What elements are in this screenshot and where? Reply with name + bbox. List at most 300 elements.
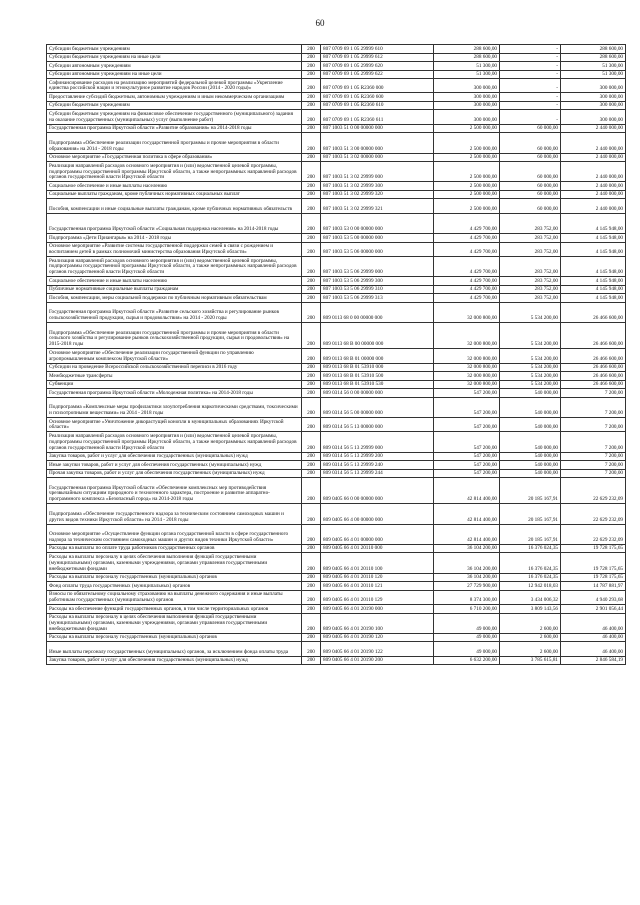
row-executed: 12 942 018,03 bbox=[500, 582, 561, 591]
row-description: Иные выплаты персоналу государственных (муниципальных) органов, за исключением фонда оплаты труда bbox=[47, 642, 302, 656]
row-unexecuted: 26 466 600,00 bbox=[561, 380, 626, 389]
row-executed: 16 376 024,35 bbox=[500, 544, 561, 553]
row-budget-code: 809 0113 68 В 01 53910 530 bbox=[321, 380, 434, 389]
row-budget-code: 807 1003 51 3 02 29999 300 bbox=[321, 182, 434, 191]
row-unexecuted: 22 629 232,09 bbox=[561, 524, 626, 544]
row-unexecuted: 51 300,00 bbox=[561, 70, 626, 79]
row-code: 200 bbox=[302, 213, 321, 233]
budget-table bbox=[46, 44, 626, 665]
table-row bbox=[47, 349, 626, 363]
row-unexecuted: 4 145 948,00 bbox=[561, 277, 626, 286]
table-row bbox=[47, 478, 626, 504]
table-row bbox=[47, 452, 626, 461]
row-unexecuted: 19 728 175,65 bbox=[561, 553, 626, 573]
row-code: 200 bbox=[302, 323, 321, 349]
row-executed: 3 434 006,32 bbox=[500, 590, 561, 604]
row-unexecuted: 7 200,00 bbox=[561, 432, 626, 452]
row-unexecuted: 46 400,00 bbox=[561, 613, 626, 633]
row-description: Основное мероприятие «Осуществление функции органа государственной власти в сфере государственного надзора за техническим состоянием самоходных машин и других видов техники Иркутской области» bbox=[47, 524, 302, 544]
row-approved: 32 000 800,00 bbox=[434, 380, 500, 389]
row-description: Межбюджетные трансферты bbox=[47, 372, 302, 381]
table-row bbox=[47, 524, 626, 544]
row-description: Подпрограмма «Обеспечение реализации государственной программы и прочие мероприятия в области сельского хозяйства и регулирование рынков сельскохозяйственной продукции, сырья и продовольствия» на 2015-2018 годы bbox=[47, 323, 302, 349]
row-unexecuted: 288 600,00 bbox=[561, 45, 626, 54]
row-code: 200 bbox=[302, 504, 321, 524]
table-row bbox=[47, 582, 626, 591]
row-unexecuted: 22 629 232,09 bbox=[561, 504, 626, 524]
row-description: Расходы на выплаты персоналу в целях обеспечения выполнения функций государственными (муниципальными) органами, казенными учреждениями, органами управления государственными внебюджетными фондами bbox=[47, 613, 302, 633]
row-unexecuted: 19 728 175,65 bbox=[561, 544, 626, 553]
row-code: 200 bbox=[302, 70, 321, 79]
row-description: Социальное обеспечение и иные выплаты населению bbox=[47, 277, 302, 286]
row-code: 200 bbox=[302, 349, 321, 363]
row-executed: 60 000,00 bbox=[500, 162, 561, 182]
row-approved: 4 429 700,00 bbox=[434, 256, 500, 276]
table-row bbox=[47, 432, 626, 452]
row-unexecuted: 22 629 232,09 bbox=[561, 478, 626, 504]
table-row bbox=[47, 101, 626, 110]
row-approved: 4 429 700,00 bbox=[434, 294, 500, 303]
row-approved: 2 500 000,00 bbox=[434, 124, 500, 133]
row-code: 200 bbox=[302, 417, 321, 431]
row-approved: 49 000,00 bbox=[434, 613, 500, 633]
row-approved: 49 000,00 bbox=[434, 642, 500, 656]
row-description: Субсидии бюджетным учреждениям на финансовое обеспечение государственного (муниципального) задания на оказание государственных (муниципальных) услуг (выполнение работ) bbox=[47, 110, 302, 124]
row-executed: 283 752,00 bbox=[500, 285, 561, 294]
row-approved: 2 500 000,00 bbox=[434, 133, 500, 153]
row-description: Субсидии бюджетным учреждениям bbox=[47, 45, 302, 54]
table-row bbox=[47, 242, 626, 256]
row-unexecuted: 300 000,00 bbox=[561, 93, 626, 102]
row-budget-code: 807 1003 53 5 00 00000 000 bbox=[321, 234, 434, 243]
row-code: 200 bbox=[302, 452, 321, 461]
table-row bbox=[47, 363, 626, 372]
row-executed: 283 752,00 bbox=[500, 213, 561, 233]
row-budget-code: 809 0113 68 В 01 00000 000 bbox=[321, 349, 434, 363]
table-row bbox=[47, 642, 626, 656]
row-unexecuted: 300 000,00 bbox=[561, 110, 626, 124]
row-budget-code: 809 0405 66 4 01 20110 100 bbox=[321, 553, 434, 573]
row-unexecuted: 19 728 175,65 bbox=[561, 573, 626, 582]
table-row bbox=[47, 234, 626, 243]
table-row bbox=[47, 605, 626, 614]
table-row bbox=[47, 380, 626, 389]
table-row bbox=[47, 656, 626, 665]
row-code: 200 bbox=[302, 93, 321, 102]
table-body bbox=[47, 45, 626, 665]
row-budget-code: 807 1003 53 0 00 00000 000 bbox=[321, 213, 434, 233]
row-code: 200 bbox=[302, 389, 321, 398]
table-row bbox=[47, 53, 626, 62]
row-unexecuted: 4 145 948,00 bbox=[561, 294, 626, 303]
row-executed: - bbox=[500, 45, 561, 54]
row-code: 200 bbox=[302, 199, 321, 213]
row-description: Государственная программа Иркутской области «Развитие образования» на 2014-2018 годы bbox=[47, 124, 302, 133]
row-description: Софинансирование расходов на реализацию мероприятий федеральной целевой программы «Укрепление единства российской нации и этнокультурное развитие народов России (2014 - 2020 годы)» bbox=[47, 79, 302, 93]
row-approved: 27 729 900,00 bbox=[434, 582, 500, 591]
row-description: Субсидии бюджетным учреждениям bbox=[47, 101, 302, 110]
table-row bbox=[47, 162, 626, 182]
row-unexecuted: 7 200,00 bbox=[561, 397, 626, 417]
row-code: 200 bbox=[302, 363, 321, 372]
row-description: Расходы на выплаты по оплате труда работников государственных органов bbox=[47, 544, 302, 553]
row-executed: 20 185 167,91 bbox=[500, 478, 561, 504]
table-row bbox=[47, 153, 626, 162]
row-description: Субсидии на проведение Всероссийской сельскохозяйственной переписи в 2016 году bbox=[47, 363, 302, 372]
row-budget-code: 809 0314 56 5 13 29999 244 bbox=[321, 469, 434, 478]
row-code: 200 bbox=[302, 461, 321, 470]
table-row bbox=[47, 45, 626, 54]
row-unexecuted: 2 440 000,00 bbox=[561, 124, 626, 133]
row-description: Подпрограмма «Комплексные меры профилактики злоупотребления наркотическими средствами, токсическими и психотропными веществами» на 2014 - 2018 годы bbox=[47, 397, 302, 417]
row-executed: 5 534 200,00 bbox=[500, 302, 561, 322]
row-unexecuted: 14 787 881,97 bbox=[561, 582, 626, 591]
row-budget-code: 809 0314 56 0 00 00000 000 bbox=[321, 389, 434, 398]
row-code: 200 bbox=[302, 234, 321, 243]
row-code: 200 bbox=[302, 469, 321, 478]
row-budget-code: 809 0405 66 4 01 20190 100 bbox=[321, 613, 434, 633]
row-executed: 60 000,00 bbox=[500, 182, 561, 191]
row-description: Субсидии автономным учреждениям bbox=[47, 62, 302, 71]
table-row bbox=[47, 124, 626, 133]
row-unexecuted: 26 466 600,00 bbox=[561, 363, 626, 372]
row-executed: 5 534 200,00 bbox=[500, 323, 561, 349]
row-unexecuted: 4 145 948,00 bbox=[561, 285, 626, 294]
row-code: 200 bbox=[302, 242, 321, 256]
row-budget-code: 809 0314 56 5 00 00000 000 bbox=[321, 397, 434, 417]
row-approved: 32 000 800,00 bbox=[434, 302, 500, 322]
row-approved: 2 500 000,00 bbox=[434, 199, 500, 213]
row-executed: 60 000,00 bbox=[500, 133, 561, 153]
row-approved: 4 429 700,00 bbox=[434, 277, 500, 286]
row-executed: - bbox=[500, 53, 561, 62]
row-description: Расходы на выплаты персоналу в целях обеспечения выполнения функций государственными (муниципальными) органами, казенными учреждениями, органами управления государственными внебюджетными фондами bbox=[47, 553, 302, 573]
row-unexecuted: 26 466 600,00 bbox=[561, 323, 626, 349]
row-description: Взносы по обязательному социальному страхованию на выплаты денежного содержания и иные выплаты работникам государственных (муниципальных) органов bbox=[47, 590, 302, 604]
row-description: Пособия, компенсации и иные социальные выплаты гражданам, кроме публичных нормативных обязательств bbox=[47, 199, 302, 213]
row-approved: 51 300,00 bbox=[434, 70, 500, 79]
table-row bbox=[47, 469, 626, 478]
row-approved: 4 429 700,00 bbox=[434, 242, 500, 256]
row-budget-code: 809 0405 66 0 00 00000 000 bbox=[321, 478, 434, 504]
table-row bbox=[47, 256, 626, 276]
row-code: 200 bbox=[302, 524, 321, 544]
row-unexecuted: 2 440 000,00 bbox=[561, 190, 626, 199]
table-row bbox=[47, 417, 626, 431]
row-code: 200 bbox=[302, 478, 321, 504]
row-unexecuted: 2 846 584,19 bbox=[561, 656, 626, 665]
row-unexecuted: 2 440 000,00 bbox=[561, 182, 626, 191]
row-budget-code: 807 1003 51 3 02 29999 320 bbox=[321, 190, 434, 199]
row-code: 200 bbox=[302, 613, 321, 633]
row-executed: - bbox=[500, 110, 561, 124]
row-approved: 547 200,00 bbox=[434, 397, 500, 417]
row-executed: 2 600,00 bbox=[500, 633, 561, 642]
row-code: 200 bbox=[302, 285, 321, 294]
row-unexecuted: 51 300,00 bbox=[561, 62, 626, 71]
row-description: Социальные выплаты гражданам, кроме публичных нормативных социальных выплат bbox=[47, 190, 302, 199]
row-budget-code: 807 1003 53 5 06 00000 000 bbox=[321, 242, 434, 256]
row-budget-code: 809 0405 66 4 01 20190 122 bbox=[321, 642, 434, 656]
row-description: Субсидии бюджетным учреждениям на иные цели bbox=[47, 53, 302, 62]
row-unexecuted: 2 440 000,00 bbox=[561, 153, 626, 162]
row-approved: 4 429 700,00 bbox=[434, 285, 500, 294]
table-row bbox=[47, 190, 626, 199]
row-unexecuted: 300 000,00 bbox=[561, 79, 626, 93]
row-description: Субсидии автономным учреждениям на иные цели bbox=[47, 70, 302, 79]
row-budget-code: 807 1003 51 3 02 29999 000 bbox=[321, 162, 434, 182]
row-budget-code: 807 0709 69 1 05 29999 622 bbox=[321, 70, 434, 79]
row-code: 200 bbox=[302, 553, 321, 573]
row-approved: 2 500 000,00 bbox=[434, 162, 500, 182]
row-executed: 60 000,00 bbox=[500, 190, 561, 199]
row-budget-code: 807 1003 53 5 06 29999 000 bbox=[321, 256, 434, 276]
row-description: Реализация направлений расходов основного мероприятия и (или) ведомственной целевой программы, подпрограммы государственной программы Иркутской области, а также непрограммных направлений расходов органов государственной власти Иркутской области bbox=[47, 432, 302, 452]
row-approved: 547 200,00 bbox=[434, 417, 500, 431]
row-unexecuted: 288 600,00 bbox=[561, 53, 626, 62]
row-approved: 4 429 700,00 bbox=[434, 234, 500, 243]
table-row bbox=[47, 62, 626, 71]
row-approved: 547 200,00 bbox=[434, 469, 500, 478]
row-description: Расходы на обеспечение функций государственных органов, в том числе территориальных органов bbox=[47, 605, 302, 614]
table-row bbox=[47, 613, 626, 633]
row-budget-code: 809 0405 66 4 01 20110 121 bbox=[321, 582, 434, 591]
row-executed: 540 000,00 bbox=[500, 461, 561, 470]
row-code: 200 bbox=[302, 62, 321, 71]
row-unexecuted: 2 440 000,00 bbox=[561, 162, 626, 182]
row-approved: 8 374 300,00 bbox=[434, 590, 500, 604]
row-budget-code: 809 0113 68 В 01 53910 000 bbox=[321, 363, 434, 372]
table-row bbox=[47, 182, 626, 191]
row-budget-code: 807 1003 53 5 06 29999 300 bbox=[321, 277, 434, 286]
row-code: 200 bbox=[302, 124, 321, 133]
row-code: 200 bbox=[302, 302, 321, 322]
row-approved: 300 000,00 bbox=[434, 101, 500, 110]
row-approved: 32 000 800,00 bbox=[434, 349, 500, 363]
row-budget-code: 809 0314 56 5 13 29999 240 bbox=[321, 461, 434, 470]
row-description: Закупка товаров, работ и услуг для обеспечения государственных (муниципальных) нужд bbox=[47, 656, 302, 665]
row-budget-code: 809 0405 66 4 01 00000 000 bbox=[321, 524, 434, 544]
row-description: Подпрограмма «Обеспечение государственного надзора за техническим состоянием самоходных машин и других видов техники Иркутской области» на 2014 - 2018 годы bbox=[47, 504, 302, 524]
table-row bbox=[47, 93, 626, 102]
row-approved: 547 200,00 bbox=[434, 452, 500, 461]
row-code: 200 bbox=[302, 256, 321, 276]
row-budget-code: 807 1003 53 5 06 29999 313 bbox=[321, 294, 434, 303]
table-row bbox=[47, 544, 626, 553]
page-number: 60 bbox=[315, 18, 325, 28]
row-executed: 283 752,00 bbox=[500, 277, 561, 286]
row-description: Основное мероприятие «Обеспечение реализации государственной функции по управлению агропромышленным комплексом Иркутской области» bbox=[47, 349, 302, 363]
row-approved: 2 500 000,00 bbox=[434, 153, 500, 162]
table-row bbox=[47, 110, 626, 124]
row-budget-code: 807 1003 51 3 00 00000 000 bbox=[321, 133, 434, 153]
row-description: Основное мероприятие «Уничтожение дикорастущей конопли в муниципальных образованиях Иркутской области» bbox=[47, 417, 302, 431]
row-approved: 42 814 400,00 bbox=[434, 478, 500, 504]
row-budget-code: 807 0709 69 1 05 R2360 611 bbox=[321, 110, 434, 124]
row-code: 200 bbox=[302, 190, 321, 199]
row-code: 200 bbox=[302, 153, 321, 162]
table-row bbox=[47, 389, 626, 398]
table-row bbox=[47, 285, 626, 294]
table-row bbox=[47, 553, 626, 573]
row-executed: - bbox=[500, 93, 561, 102]
row-description: Государственная программа Иркутской области «Молодежная политика» на 2014-2018 годы bbox=[47, 389, 302, 398]
row-unexecuted: 2 901 056,44 bbox=[561, 605, 626, 614]
row-description: Основное мероприятие «Государственная политика в сфере образования» bbox=[47, 153, 302, 162]
row-approved: 288 600,00 bbox=[434, 53, 500, 62]
row-executed: - bbox=[500, 79, 561, 93]
table-row bbox=[47, 79, 626, 93]
row-unexecuted: 4 145 948,00 bbox=[561, 242, 626, 256]
row-approved: 36 104 200,00 bbox=[434, 573, 500, 582]
row-budget-code: 807 0709 69 1 05 29999 612 bbox=[321, 53, 434, 62]
table-row bbox=[47, 397, 626, 417]
table-row bbox=[47, 573, 626, 582]
row-description: Подпрограмма «Дети Приангарья» на 2014 - 2018 годы bbox=[47, 234, 302, 243]
row-unexecuted: 300 000,00 bbox=[561, 101, 626, 110]
row-code: 200 bbox=[302, 133, 321, 153]
row-executed: 540 000,00 bbox=[500, 432, 561, 452]
row-executed: 60 000,00 bbox=[500, 124, 561, 133]
row-approved: 32 000 800,00 bbox=[434, 372, 500, 381]
table-row bbox=[47, 461, 626, 470]
row-description: Закупка товаров, работ и услуг для обеспечения государственных (муниципальных) нужд bbox=[47, 452, 302, 461]
table-row bbox=[47, 277, 626, 286]
row-executed: 540 000,00 bbox=[500, 389, 561, 398]
row-description: Реализация направлений расходов основного мероприятия и (или) ведомственной целевой программы, подпрограммы государственной программы Иркутской области, а также непрограммных направлений расходов органов государственной власти Иркутской области bbox=[47, 256, 302, 276]
row-budget-code: 807 0709 69 1 05 29999 620 bbox=[321, 62, 434, 71]
row-approved: 4 429 700,00 bbox=[434, 213, 500, 233]
row-approved: 300 000,00 bbox=[434, 79, 500, 93]
row-budget-code: 807 0709 69 1 05 29999 610 bbox=[321, 45, 434, 54]
row-unexecuted: 7 200,00 bbox=[561, 389, 626, 398]
row-approved: 51 300,00 bbox=[434, 62, 500, 71]
row-budget-code: 807 0709 69 1 05 R2360 000 bbox=[321, 79, 434, 93]
row-unexecuted: 7 200,00 bbox=[561, 469, 626, 478]
row-unexecuted: 4 145 948,00 bbox=[561, 234, 626, 243]
row-description: Расходы на выплаты персоналу государственных (муниципальных) органов bbox=[47, 573, 302, 582]
row-approved: 547 200,00 bbox=[434, 389, 500, 398]
row-executed: 2 600,00 bbox=[500, 613, 561, 633]
row-budget-code: 809 0113 68 В 01 53910 500 bbox=[321, 372, 434, 381]
row-budget-code: 809 0405 66 4 01 20190 120 bbox=[321, 633, 434, 642]
row-description: Прочая закупка товаров, работ и услуг для обеспечения государственных (муниципальных) нужд bbox=[47, 469, 302, 478]
row-executed: 20 185 167,91 bbox=[500, 504, 561, 524]
row-executed: 20 185 167,91 bbox=[500, 524, 561, 544]
row-budget-code: 809 0405 66 4 01 20110 120 bbox=[321, 573, 434, 582]
row-approved: 32 000 800,00 bbox=[434, 323, 500, 349]
table-row bbox=[47, 294, 626, 303]
row-code: 200 bbox=[302, 544, 321, 553]
row-executed: 2 600,00 bbox=[500, 642, 561, 656]
row-executed: 3 809 143,56 bbox=[500, 605, 561, 614]
row-approved: 36 104 200,00 bbox=[434, 544, 500, 553]
row-description: Государственная программа Иркутской области «Социальная поддержка населения» на 2014-2018 годы bbox=[47, 213, 302, 233]
row-code: 200 bbox=[302, 380, 321, 389]
table-row bbox=[47, 133, 626, 153]
row-budget-code: 809 0113 68 В 00 00000 000 bbox=[321, 323, 434, 349]
row-approved: 288 600,00 bbox=[434, 45, 500, 54]
row-approved: 32 000 800,00 bbox=[434, 363, 500, 372]
row-executed: - bbox=[500, 70, 561, 79]
row-code: 200 bbox=[302, 45, 321, 54]
row-approved: 2 500 000,00 bbox=[434, 182, 500, 191]
row-budget-code: 809 0314 56 5 13 29999 200 bbox=[321, 452, 434, 461]
row-description: Подпрограмма «Обеспечение реализации государственной программы и прочие мероприятия в области образования» на 2014 - 2018 годы bbox=[47, 133, 302, 153]
row-executed: 283 752,00 bbox=[500, 256, 561, 276]
row-code: 200 bbox=[302, 432, 321, 452]
row-budget-code: 809 0314 56 5 13 29999 000 bbox=[321, 432, 434, 452]
row-executed: - bbox=[500, 101, 561, 110]
row-code: 200 bbox=[302, 642, 321, 656]
row-description: Фонд оплаты труда государственных (муниципальных) органов bbox=[47, 582, 302, 591]
row-executed: 540 000,00 bbox=[500, 417, 561, 431]
row-approved: 6 632 200,00 bbox=[434, 656, 500, 665]
row-budget-code: 809 0405 66 4 01 20190 200 bbox=[321, 656, 434, 665]
row-executed: 16 376 024,35 bbox=[500, 573, 561, 582]
row-code: 200 bbox=[302, 277, 321, 286]
row-budget-code: 807 1003 51 3 02 29999 321 bbox=[321, 199, 434, 213]
row-code: 200 bbox=[302, 110, 321, 124]
row-code: 200 bbox=[302, 656, 321, 665]
table-row bbox=[47, 70, 626, 79]
row-unexecuted: 2 440 000,00 bbox=[561, 133, 626, 153]
table-row bbox=[47, 323, 626, 349]
row-code: 200 bbox=[302, 573, 321, 582]
row-code: 200 bbox=[302, 53, 321, 62]
row-approved: 300 000,00 bbox=[434, 110, 500, 124]
row-description: Расходы на выплаты персоналу государственных (муниципальных) органов bbox=[47, 633, 302, 642]
row-budget-code: 809 0405 66 4 01 20190 000 bbox=[321, 605, 434, 614]
row-code: 200 bbox=[302, 294, 321, 303]
row-approved: 49 000,00 bbox=[434, 633, 500, 642]
row-executed: 60 000,00 bbox=[500, 199, 561, 213]
row-description: Иные закупки товаров, работ и услуг для обеспечения государственных (муниципальных) нужд bbox=[47, 461, 302, 470]
row-description: Реализация направлений расходов основного мероприятия и (или) ведомственной целевой программы, подпрограммы государственной программы Иркутской области, а также непрограммных направлений расходов органов государственной власти Иркутской области bbox=[47, 162, 302, 182]
row-approved: 547 200,00 bbox=[434, 461, 500, 470]
row-approved: 42 814 400,00 bbox=[434, 524, 500, 544]
row-code: 200 bbox=[302, 101, 321, 110]
row-executed: 540 000,00 bbox=[500, 452, 561, 461]
row-approved: 42 814 400,00 bbox=[434, 504, 500, 524]
row-code: 200 bbox=[302, 397, 321, 417]
row-budget-code: 807 0709 69 1 05 R2360 600 bbox=[321, 93, 434, 102]
row-code: 200 bbox=[302, 605, 321, 614]
row-budget-code: 807 0709 69 1 05 R2360 610 bbox=[321, 101, 434, 110]
row-code: 200 bbox=[302, 182, 321, 191]
row-code: 200 bbox=[302, 79, 321, 93]
row-executed: 16 376 024,35 bbox=[500, 553, 561, 573]
table-row bbox=[47, 372, 626, 381]
table-row bbox=[47, 504, 626, 524]
row-description: Государственная программа Иркутской области «Обеспечение комплексных мер противодействия чрезвычайным ситуациям природного и техногенного характера, построение и развитие аппаратно-программного комплекса «Безопасный город» на 2014-2018 годы bbox=[47, 478, 302, 504]
row-unexecuted: 7 200,00 bbox=[561, 461, 626, 470]
row-unexecuted: 26 466 600,00 bbox=[561, 302, 626, 322]
row-budget-code: 809 0314 56 5 13 00000 000 bbox=[321, 417, 434, 431]
row-description: Предоставление субсидий бюджетным, автономным учреждениям и иным некоммерческим организациям bbox=[47, 93, 302, 102]
row-executed: 283 752,00 bbox=[500, 234, 561, 243]
row-budget-code: 809 0113 68 0 00 00000 000 bbox=[321, 302, 434, 322]
row-executed: 5 534 200,00 bbox=[500, 372, 561, 381]
row-executed: 5 534 200,00 bbox=[500, 363, 561, 372]
row-executed: 60 000,00 bbox=[500, 153, 561, 162]
row-unexecuted: 4 940 293,68 bbox=[561, 590, 626, 604]
row-approved: 547 200,00 bbox=[434, 432, 500, 452]
row-unexecuted: 7 200,00 bbox=[561, 452, 626, 461]
row-unexecuted: 46 400,00 bbox=[561, 633, 626, 642]
row-code: 200 bbox=[302, 582, 321, 591]
row-unexecuted: 4 145 948,00 bbox=[561, 213, 626, 233]
